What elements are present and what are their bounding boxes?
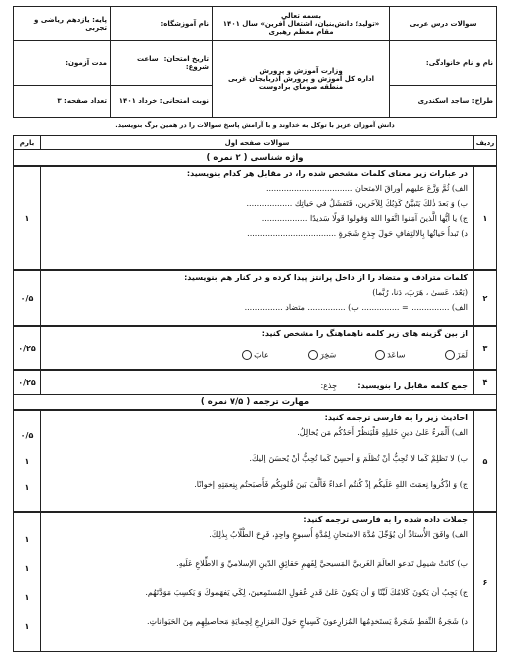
- q4-score: ۰/۲۵: [14, 371, 41, 395]
- score-col-header: بارم: [14, 136, 41, 150]
- student-name-label: نام و نام خانوادگی:: [425, 59, 493, 68]
- q2-number: ۲: [474, 271, 497, 326]
- slogan: «تولید؛ دانش‌بنیان، اشتغال آفرین» سال ۱۴۰۱: [222, 19, 380, 28]
- q2-body: [41, 271, 474, 326]
- q3-option-2[interactable]: [373, 350, 405, 360]
- page-count: تعداد صفحه: ۳: [57, 97, 107, 106]
- ministry: وزارت آموزش و پرورش: [259, 67, 343, 76]
- q2-prompt: کلمات مترادف و متضاد را از داخل پرانتز پیدا کرده و در کنار هم بنویسید:: [184, 273, 468, 282]
- q4-number: ۴: [474, 371, 497, 395]
- designer: طراح: ساجد اسکندری: [417, 97, 493, 106]
- q5-line-c: ج) وَ اذْكُروا نِعمَتَ اللهِ عَلَيكُم إذْ كُنتُم أعداءً فَألَّفَ بَينَ قُلوبِكُم فَأَصبَحتُم بِنِعمَتِهِ إخوانًا.: [194, 480, 468, 489]
- q1-line-b: ب) وَ بَعدَ ذٰلكَ يَتَبيَّنُ كَذِبُكَ لِلآخَرين، فَتَفشَلُ في حَياتِك ..................: [246, 199, 468, 208]
- ministry-cell: [213, 41, 390, 118]
- directorate: اداره کل آموزش و پرورش آذربایجان غربی: [227, 75, 375, 84]
- student-name-cell: [390, 41, 497, 86]
- q6-scores: [14, 513, 41, 652]
- q3-option-3-label: سَخِرَ: [319, 350, 337, 359]
- radio-circle-icon[interactable]: [308, 350, 318, 360]
- school-cell: [111, 7, 213, 41]
- q6-score-b: ۱: [24, 564, 30, 573]
- q5-line-a: الف) أَلْمَرءُ عَلىٰ دينِ خَليلِهِ فَلْيَنظُرْ أَحَدُكُم مَن يُخالِلُ.: [297, 428, 468, 437]
- instruction-note: دانش آموزان عزیز با توکل به خداوند و با آرامش پاسخ سوالات را در همین برگ بنویسید.: [115, 121, 395, 129]
- q6-prompt: جملات داده شده را به فارسی ترجمه کنید:: [303, 515, 468, 524]
- q6-line-b: ب) كانَتْ شيمِل تَدعو العالَمَ الغَربيَّ المَسيحيَّ لِفَهمِ حَقائِقِ الدّينِ الإسلاميِّ وَ الاطِّلاعِ عَلَيهِ.: [176, 559, 468, 568]
- page-count-cell: [14, 85, 111, 117]
- q2-score: ۰/۵: [14, 271, 41, 326]
- q3-option-3[interactable]: [306, 350, 336, 360]
- leader: مقام معظم رهبری: [268, 27, 334, 36]
- q6-score-c: ۱: [24, 593, 30, 602]
- date-time-cell: [111, 41, 213, 86]
- exam-date-label: تاریخ امتحان:: [163, 55, 209, 64]
- question-5: [13, 410, 497, 512]
- q3-prompt: از بین گزینه های زیر کلمه ناهماهنگ را مشخص کنید:: [261, 329, 468, 338]
- title-col-header: سوالات صفحه اول: [41, 136, 474, 150]
- q3-options: [46, 342, 468, 361]
- exam-round-cell: [111, 85, 213, 117]
- q6-score-d: ۱: [24, 622, 30, 631]
- q3-option-4[interactable]: [240, 350, 269, 360]
- question-3: [13, 326, 497, 370]
- start-time-label: ساعت شروع:: [136, 55, 209, 72]
- q6-line-a: الف) وافَقَ الأُستاذُ أن يُؤَجِّلَ مُدَّةَ الامتحانِ لِمُدَّةِ أُسبوعٍ واحِدٍ، فَرِحَ الطُّلّابُ بِذٰلِكَ.: [209, 530, 468, 539]
- q3-number: ۳: [474, 327, 497, 370]
- duration-label: مدت آزمون:: [65, 59, 107, 68]
- radio-circle-icon[interactable]: [445, 350, 455, 360]
- q3-option-1[interactable]: [443, 350, 468, 360]
- q6-number: ۶: [474, 513, 497, 652]
- q1-line-d: د) تَبدأُ حَياتُها بِالالتِفافِ حَولَ جِذعِ شَجَرةٍ ...................................: [247, 229, 468, 238]
- duration-cell: [14, 41, 111, 86]
- q1-number: ۱: [474, 167, 497, 270]
- q5-number: ۵: [474, 411, 497, 512]
- section-vocabulary: واژه شناسی ( ۲ نمره ): [13, 150, 497, 166]
- q1-line-a: الف) ثُمَّ وَزَّعَ عليهم أوراقَ الامتحان ..................................: [265, 184, 468, 193]
- q1-body: [41, 167, 474, 270]
- subject-cell: [390, 7, 497, 41]
- q5-scores: [14, 411, 41, 512]
- grade-label: پایه: یازدهم ریاضی و تجربی: [34, 15, 107, 32]
- q5-score-c: ۱: [24, 483, 30, 492]
- designer-cell: [390, 85, 497, 117]
- q3-option-2-label: ساعَدَ: [387, 350, 406, 359]
- q3-option-4-label: عابَ: [254, 350, 269, 359]
- q4-word: جِذع:: [320, 381, 338, 390]
- row-col-header: ردیف: [474, 136, 497, 150]
- q1-line-c: ج) يا أيُّها الَّذينَ آمَنوا اتَّقوا اللهَ وَقولوا قَولًا سَديدًا ..................: [261, 214, 468, 223]
- slogan-cell: [213, 7, 390, 41]
- q4-body: [41, 371, 474, 395]
- q6-line-c: ج) يَجِبُ أن يَكونَ كَلامُكَ لَيِّنًا وَ أن يَكونَ عَلىٰ قَدرِ عُقولِ المُستَمِعينَ، لِكَي يَفهَموكَ وَ يَكسِبَ مَوَدَّتَهُم.: [145, 588, 468, 597]
- q3-body: [41, 327, 474, 370]
- region: منطقه صوماي برادوست: [258, 83, 344, 92]
- q3-score: ۰/۲۵: [14, 327, 41, 370]
- exam-round: نوبت امتحانی: خرداد ۱۴۰۱: [118, 97, 209, 106]
- bismillah: بسمه تعالی: [280, 11, 322, 20]
- q1-score: ۱: [14, 167, 41, 270]
- q2-answer-line: الف) ............... = ............... ب) ............... متضاد ...............: [244, 303, 468, 312]
- q3-option-1-label: لَمَزَ: [456, 350, 468, 359]
- grade-cell: [14, 7, 111, 41]
- q5-line-b: ب) لا تَظلِمْ كَما لا تُحِبُّ أنْ تُظلَمَ وَ أحسِنْ كَما تُحِبُّ أنْ يُحسَنَ إليكَ.: [249, 454, 468, 463]
- q6-score-a: ۱: [24, 535, 30, 544]
- q1-prompt: در عبارات زیر معنای کلمات مشخص شده را، در مقابل هر کدام بنویسید:: [186, 169, 468, 178]
- q4-prompt: جمع کلمه مقابل را بنویسید:: [357, 381, 468, 390]
- question-1: [13, 166, 497, 270]
- question-2: [13, 270, 497, 326]
- exam-header: [13, 6, 497, 118]
- q6-line-d: د) شَجَرةُ النِّفطِ شَجَرةٌ يَستَخدِمُها المُزارِعونَ كَسِياجٍ حَولَ المَزارِعِ لِحِمايَةِ مَحاصيلِهِم مِنَ الحَيَواناتِ.: [146, 617, 468, 626]
- question-4: [13, 370, 497, 395]
- q5-prompt: احادیث زیر را به فارسی ترجمه کنید:: [324, 413, 468, 422]
- q5-body: [41, 411, 474, 512]
- q6-body: [41, 513, 474, 652]
- school-label: نام آموزشگاه:: [160, 19, 209, 28]
- q5-score-a: ۰/۵: [20, 431, 34, 440]
- radio-circle-icon[interactable]: [375, 350, 385, 360]
- q5-score-b: ۱: [24, 457, 30, 466]
- column-headers: [13, 135, 497, 150]
- q2-word-list: (بَعُدَ، عَسىٰ ، هَرَبَ، دَنا، رُبَّما): [372, 288, 468, 297]
- question-6: [13, 512, 497, 652]
- section-translation: مهارت ترجمه ( ۷/۵ نمره ): [13, 394, 497, 410]
- subject-label: سوالات درس عربی: [409, 19, 477, 28]
- radio-circle-icon[interactable]: [242, 350, 252, 360]
